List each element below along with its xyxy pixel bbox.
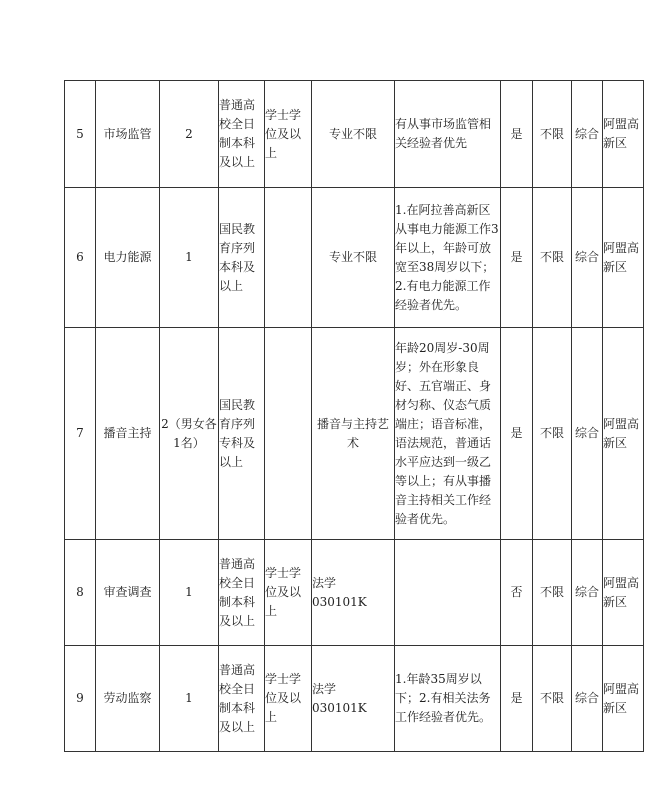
major-requirement: 播音与主持艺术: [312, 328, 395, 540]
fresh-graduate-flag: 是: [501, 646, 533, 752]
row-number: 6: [65, 188, 96, 328]
table-row: [65, 540, 644, 646]
other-requirements: [395, 540, 501, 646]
degree-requirement: 学士学位及以上: [265, 81, 312, 188]
other-requirements: 1.年龄35周岁以下；2.有相关法务工作经验者优先。: [395, 646, 501, 752]
hukou-requirement: 不限: [533, 328, 572, 540]
position-name: 审查调查: [96, 540, 160, 646]
major-requirement: 专业不限: [312, 188, 395, 328]
exam-category: 综合: [572, 540, 603, 646]
hukou-requirement: 不限: [533, 81, 572, 188]
education-requirement: 国民教育序列本科及以上: [219, 188, 265, 328]
education-requirement: 普通高校全日制本科及以上: [219, 81, 265, 188]
hukou-requirement: 不限: [533, 646, 572, 752]
exam-category: 综合: [572, 328, 603, 540]
major-requirement: 专业不限: [312, 81, 395, 188]
other-requirements: 有从事市场监管相关经验者优先: [395, 81, 501, 188]
other-requirements: 1.在阿拉善高新区从事电力能源工作3年以上，年龄可放宽至38周岁以下；2.有电力能源工作经验者优先。: [395, 188, 501, 328]
education-requirement: 普通高校全日制本科及以上: [219, 646, 265, 752]
table-row: [65, 81, 644, 188]
degree-requirement: [265, 188, 312, 328]
hukou-requirement: 不限: [533, 188, 572, 328]
position-name: 劳动监察: [96, 646, 160, 752]
exam-category: 综合: [572, 646, 603, 752]
work-location: 阿盟高新区: [603, 81, 644, 188]
fresh-graduate-flag: 是: [501, 81, 533, 188]
headcount: 2（男女各1名）: [160, 328, 219, 540]
position-name: 电力能源: [96, 188, 160, 328]
table-row: [65, 328, 644, 540]
recruitment-table: [64, 80, 644, 752]
hukou-requirement: 不限: [533, 540, 572, 646]
table-row: [65, 646, 644, 752]
row-number: 8: [65, 540, 96, 646]
headcount: 1: [160, 646, 219, 752]
headcount: 1: [160, 188, 219, 328]
fresh-graduate-flag: 否: [501, 540, 533, 646]
fresh-graduate-flag: 是: [501, 328, 533, 540]
other-requirements: 年龄20周岁-30周岁；外在形象良好、五官端正、身材匀称、仪态气质端庄；语音标准，语法规范，普通话水平应达到一级乙等以上；有从事播音主持相关工作经验者优先。: [395, 328, 501, 540]
education-requirement: 国民教育序列专科及以上: [219, 328, 265, 540]
education-requirement: 普通高校全日制本科及以上: [219, 540, 265, 646]
major-requirement: 法学 030101K: [312, 540, 395, 646]
degree-requirement: 学士学位及以上: [265, 646, 312, 752]
work-location: 阿盟高新区: [603, 188, 644, 328]
degree-requirement: [265, 328, 312, 540]
major-requirement: 法学 030101K: [312, 646, 395, 752]
work-location: 阿盟高新区: [603, 646, 644, 752]
position-name: 市场监管: [96, 81, 160, 188]
exam-category: 综合: [572, 81, 603, 188]
row-number: 7: [65, 328, 96, 540]
table-row: [65, 188, 644, 328]
fresh-graduate-flag: 是: [501, 188, 533, 328]
position-name: 播音主持: [96, 328, 160, 540]
row-number: 5: [65, 81, 96, 188]
work-location: 阿盟高新区: [603, 328, 644, 540]
degree-requirement: 学士学位及以上: [265, 540, 312, 646]
exam-category: 综合: [572, 188, 603, 328]
headcount: 1: [160, 540, 219, 646]
work-location: 阿盟高新区: [603, 540, 644, 646]
row-number: 9: [65, 646, 96, 752]
headcount: 2: [160, 81, 219, 188]
